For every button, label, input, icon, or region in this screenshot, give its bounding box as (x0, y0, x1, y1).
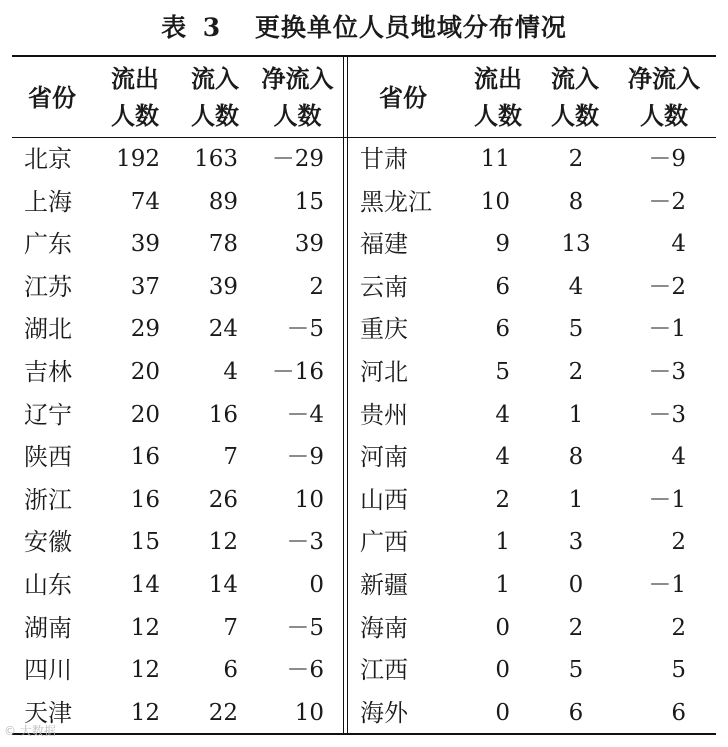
cell-province: 江西 (360, 656, 408, 685)
table-row (12, 308, 343, 351)
cell-in: 8 (568, 444, 584, 471)
table-body-left (12, 138, 343, 734)
table-title-label: 表 (161, 13, 188, 42)
table-row (348, 181, 716, 224)
cell-net: 4 (671, 444, 686, 471)
table-right-half (348, 57, 716, 733)
cell-out: 16 (130, 444, 160, 471)
table-title (0, 8, 728, 44)
cell-net: －3 (648, 358, 686, 385)
cell-out: 0 (495, 657, 510, 684)
cell-out: 29 (130, 316, 160, 343)
table-row (348, 138, 716, 181)
cell-province: 湖南 (24, 613, 72, 642)
column-divider (343, 57, 344, 733)
table-row (12, 521, 343, 564)
cell-out: 15 (130, 529, 160, 556)
cell-out: 37 (130, 273, 160, 300)
cell-net: 15 (294, 188, 324, 215)
header-net: 净流入 人数 (261, 64, 334, 130)
cell-net: 2 (309, 273, 324, 300)
cell-in: 7 (223, 444, 238, 471)
header-outflow: 流出 人数 (474, 64, 522, 130)
table-row (12, 181, 343, 224)
cell-province: 陕西 (24, 443, 72, 472)
cell-province: 云南 (360, 272, 408, 301)
cell-net: －6 (286, 657, 324, 684)
table-row (12, 351, 343, 394)
cell-out: 0 (495, 614, 510, 641)
table-row (348, 521, 716, 564)
table-row (348, 436, 716, 479)
cell-province: 河南 (360, 443, 408, 472)
cell-province: 山西 (360, 485, 408, 514)
table-row (12, 394, 343, 437)
cell-in: 6 (568, 699, 584, 726)
table-title-text: 更换单位人员地域分布情况 (254, 13, 567, 42)
table-row (348, 394, 716, 437)
cell-net: －9 (286, 444, 324, 471)
cell-net: 4 (671, 231, 686, 258)
cell-out: 6 (495, 316, 510, 343)
cell-out: 2 (495, 486, 510, 513)
cell-net: －2 (648, 188, 686, 215)
cell-in: 13 (561, 231, 591, 258)
cell-province: 安徽 (24, 528, 72, 557)
cell-out: 0 (495, 699, 510, 726)
cell-province: 甘肃 (360, 145, 408, 173)
cell-out: 4 (495, 401, 510, 428)
table-row (12, 436, 343, 479)
cell-province: 上海 (24, 187, 72, 216)
table-row (348, 479, 716, 522)
cell-in: 14 (208, 571, 238, 598)
cell-province: 天津 (24, 698, 72, 727)
cell-net: －1 (648, 571, 686, 598)
cell-in: 2 (568, 146, 584, 172)
table-row (348, 351, 716, 394)
cell-out: 11 (480, 146, 510, 172)
header-inflow: 流入 人数 (191, 64, 239, 130)
cell-net: 6 (671, 699, 686, 726)
header-net: 净流入 人数 (628, 64, 700, 130)
cell-out: 5 (495, 358, 510, 385)
cell-province: 广东 (24, 230, 72, 259)
cell-province: 吉林 (24, 357, 72, 386)
cell-net: －29 (271, 146, 324, 172)
cell-net: 10 (294, 486, 324, 513)
cell-province: 海南 (360, 613, 408, 642)
cell-province: 北京 (24, 145, 72, 173)
cell-net: 5 (671, 657, 686, 684)
cell-province: 福建 (360, 230, 408, 259)
cell-out: 1 (495, 571, 510, 598)
cell-in: 39 (208, 273, 238, 300)
cell-province: 湖北 (24, 315, 72, 344)
cell-net: －1 (648, 316, 686, 343)
cell-in: 78 (208, 231, 238, 258)
table-row (12, 607, 343, 650)
table-row (12, 479, 343, 522)
cell-province: 江苏 (24, 272, 72, 301)
cell-in: 24 (208, 316, 238, 343)
cell-in: 4 (223, 358, 238, 385)
cell-out: 14 (130, 571, 160, 598)
cell-province: 广西 (360, 528, 408, 557)
table-row (348, 266, 716, 309)
cell-out: 10 (480, 188, 510, 215)
table-row (12, 266, 343, 309)
cell-out: 12 (130, 614, 160, 641)
cell-out: 20 (130, 401, 160, 428)
cell-in: 5 (568, 657, 584, 684)
cell-province: 海外 (360, 698, 408, 727)
cell-in: 5 (568, 316, 584, 343)
header-outflow: 流出 人数 (111, 64, 159, 130)
cell-in: 8 (568, 188, 584, 215)
cell-in: 163 (194, 146, 238, 172)
cell-net: －4 (286, 401, 324, 428)
cell-net: 2 (671, 529, 686, 556)
cell-net: －16 (271, 358, 324, 385)
cell-net: －3 (648, 401, 686, 428)
cell-province: 辽宁 (24, 400, 72, 429)
cell-net: －5 (286, 614, 324, 641)
cell-out: 20 (130, 358, 160, 385)
cell-net: －1 (648, 486, 686, 513)
cell-in: 7 (223, 614, 238, 641)
table-title-number: 3 (202, 13, 222, 42)
cell-in: 12 (208, 529, 238, 556)
cell-out: 1 (495, 529, 510, 556)
cell-in: 2 (568, 614, 584, 641)
cell-in: 1 (568, 486, 584, 513)
cell-in: 6 (223, 657, 238, 684)
cell-in: 89 (208, 188, 238, 215)
table-row (348, 308, 716, 351)
cell-province: 贵州 (360, 400, 408, 429)
cell-out: 12 (130, 699, 160, 726)
table-row (348, 223, 716, 266)
cell-province: 山东 (24, 570, 72, 599)
watermark: © 大数据 (4, 724, 56, 738)
table-row (12, 223, 343, 266)
cell-net: 2 (671, 614, 686, 641)
table-row (348, 692, 716, 735)
cell-province: 浙江 (24, 485, 72, 514)
header-inflow: 流入 人数 (551, 64, 599, 130)
cell-net: －5 (286, 316, 324, 343)
cell-province: 重庆 (360, 315, 408, 344)
table-row (348, 564, 716, 607)
cell-out: 4 (495, 444, 510, 471)
cell-in: 26 (208, 486, 238, 513)
cell-net: 39 (294, 231, 324, 258)
table-body-right (348, 138, 716, 734)
cell-province: 新疆 (360, 570, 408, 599)
cell-out: 9 (495, 231, 510, 258)
cell-out: 16 (130, 486, 160, 513)
cell-in: 0 (568, 571, 584, 598)
cell-province: 四川 (24, 656, 72, 685)
cell-in: 1 (568, 401, 584, 428)
cell-in: 2 (568, 358, 584, 385)
cell-province: 黑龙江 (360, 187, 432, 216)
cell-net: －9 (648, 146, 686, 172)
cell-out: 192 (116, 146, 160, 172)
cell-in: 4 (568, 273, 584, 300)
table-row (12, 564, 343, 607)
table-row (348, 649, 716, 692)
cell-in: 16 (208, 401, 238, 428)
cell-in: 3 (568, 529, 584, 556)
table-left-half (12, 57, 343, 733)
cell-out: 39 (130, 231, 160, 258)
header-province: 省份 (28, 82, 76, 112)
table-row (348, 607, 716, 650)
cell-out: 12 (130, 657, 160, 684)
cell-net: －3 (286, 529, 324, 556)
table-row (12, 649, 343, 692)
header-province: 省份 (379, 82, 427, 112)
table-row (12, 138, 343, 181)
table-row (12, 692, 343, 735)
cell-net: 0 (309, 571, 324, 598)
cell-net: 10 (294, 699, 324, 726)
cell-out: 6 (495, 273, 510, 300)
cell-province: 河北 (360, 357, 408, 386)
cell-out: 74 (130, 188, 160, 215)
cell-net: －2 (648, 273, 686, 300)
cell-in: 22 (208, 699, 238, 726)
